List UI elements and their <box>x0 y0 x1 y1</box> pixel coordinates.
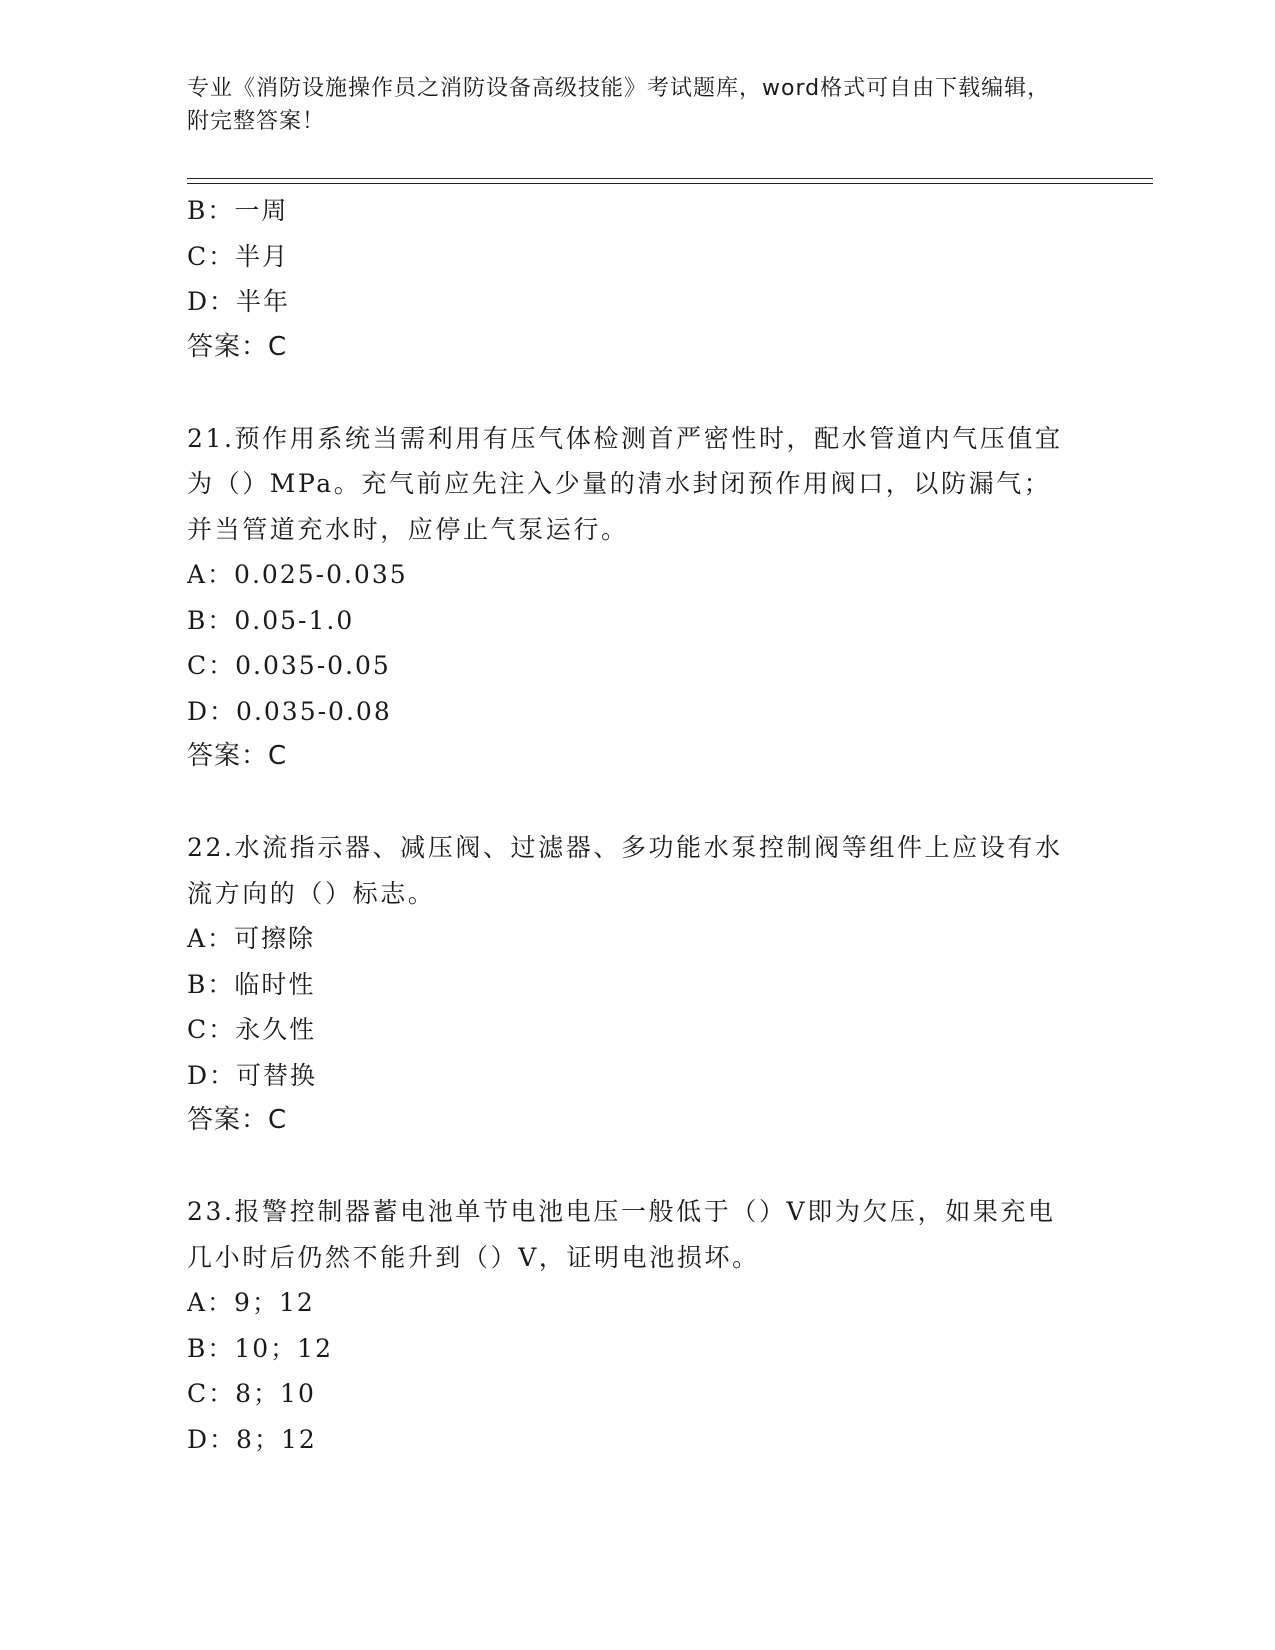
question-23 <box>187 1189 1067 1462</box>
option-d: D：半年 <box>187 287 291 316</box>
option-d: D：8；12 <box>187 1424 317 1454</box>
option-b: B：临时性 <box>187 969 316 999</box>
header-rule-bottom <box>187 183 1153 184</box>
question-spacer <box>187 370 1067 416</box>
option-d: D：可替换 <box>187 1060 318 1090</box>
option-c: C：永久性 <box>187 1015 317 1044</box>
option-a: A：可擦除 <box>187 924 316 953</box>
question-22 <box>187 825 1067 1144</box>
option-c: C：半月 <box>187 241 290 271</box>
question-content <box>187 188 1067 1462</box>
option-b: B：10；12 <box>187 1333 333 1363</box>
option-a: A：0.025-0.035 <box>187 560 408 589</box>
question-spacer <box>187 780 1067 826</box>
option-b: B：一周 <box>187 196 289 225</box>
option-c: C：0.035-0.05 <box>187 651 391 680</box>
option-b: B：0.05-1.0 <box>187 605 355 635</box>
question-spacer <box>187 1144 1067 1190</box>
option-c: C：8；10 <box>187 1379 316 1408</box>
question-stem: 21.预作用系统当需利用有压气体检测首严密性时，配水管道内气压值宜为（）MPa。充气前应先注入少量的清水封闭预作用阀口，以防漏气；并当管道充水时，应停止气泵运行。 <box>187 423 1063 544</box>
option-a: A：9；12 <box>187 1288 315 1317</box>
header-rule-top <box>187 178 1153 179</box>
previous-question-tail <box>187 188 1067 370</box>
question-21 <box>187 416 1067 780</box>
page-header: 专业《消防设施操作员之消防设备高级技能》考试题库，word格式可自由下载编辑，附完整答案！ <box>187 76 1051 134</box>
answer-line: 答案：C <box>187 741 288 771</box>
answer-line: 答案：C <box>187 331 288 362</box>
answer-line: 答案：C <box>187 1105 288 1135</box>
question-stem: 23.报警控制器蓄电池单节电池电压一般低于（）V即为欠压，如果充电几小时后仍然不能升到（）V，证明电池损坏。 <box>187 1197 1056 1272</box>
question-stem: 22.水流指示器、减压阀、过滤器、多功能水泵控制阀等组件上应设有水流方向的（）标志。 <box>187 833 1063 908</box>
option-d: D：0.035-0.08 <box>187 696 392 726</box>
